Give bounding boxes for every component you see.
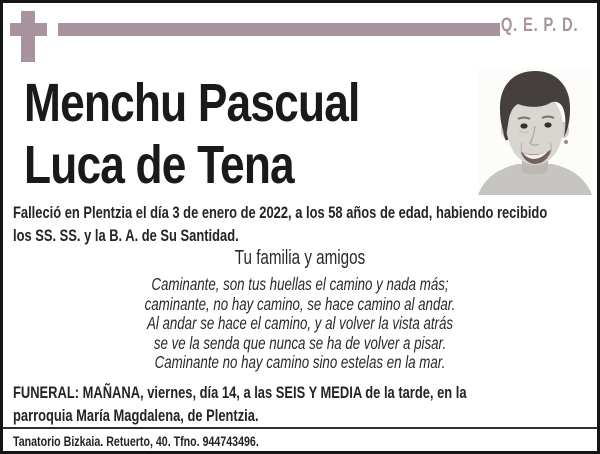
mourners-line: Tu familia y amigos [234, 247, 366, 269]
header-rule [58, 23, 500, 36]
death-announcement-line2: los SS. SS. y la B. A. de Su Santidad. [13, 226, 239, 245]
funeral-details-line1: FUNERAL: MAÑANA, viernes, día 14, a las SEIS Y MEDIA de la tarde, en la [13, 383, 467, 402]
memorial-poem [74, 275, 525, 373]
portrait-photo [478, 68, 592, 195]
poem-line: Al andar se hace el camino, y al volver la vista atrás [146, 313, 454, 333]
funeral-home-info: Tanatorio Bizkaia. Retuerto, 40. Tfno. 944743496. [13, 433, 259, 449]
poem-line: se ve la senda que nunca se ha de volver a pisar. [153, 332, 447, 353]
deceased-name-line2: Luca de Tena [24, 135, 294, 195]
cross-icon [10, 11, 48, 62]
funeral-details [13, 381, 467, 427]
qepd-label: Q. E. P. D. [500, 15, 578, 36]
deceased-name-line1: Menchu Pascual [24, 73, 360, 133]
deceased-name [24, 72, 359, 196]
death-announcement-line1: Falleció en Plentzia el día 3 de enero de 2022, a los 58 años de edad, habiendo recibido [13, 203, 548, 222]
poem-line: caminante, no hay camino, se hace camino al andar. [144, 293, 456, 314]
cross-horizontal-bar [10, 23, 47, 36]
portrait-earring [564, 140, 568, 144]
poem-line: Caminante, son tus huellas el camino y nada más; [151, 274, 449, 294]
funeral-details-line2: parroquia María Magdalena, de Plentzia. [13, 406, 259, 425]
poem-line: Caminante no hay camino sino estelas en la mar. [154, 352, 446, 372]
footer-divider [3, 427, 597, 429]
cross-vertical-bar [21, 11, 35, 62]
death-announcement [13, 201, 547, 247]
